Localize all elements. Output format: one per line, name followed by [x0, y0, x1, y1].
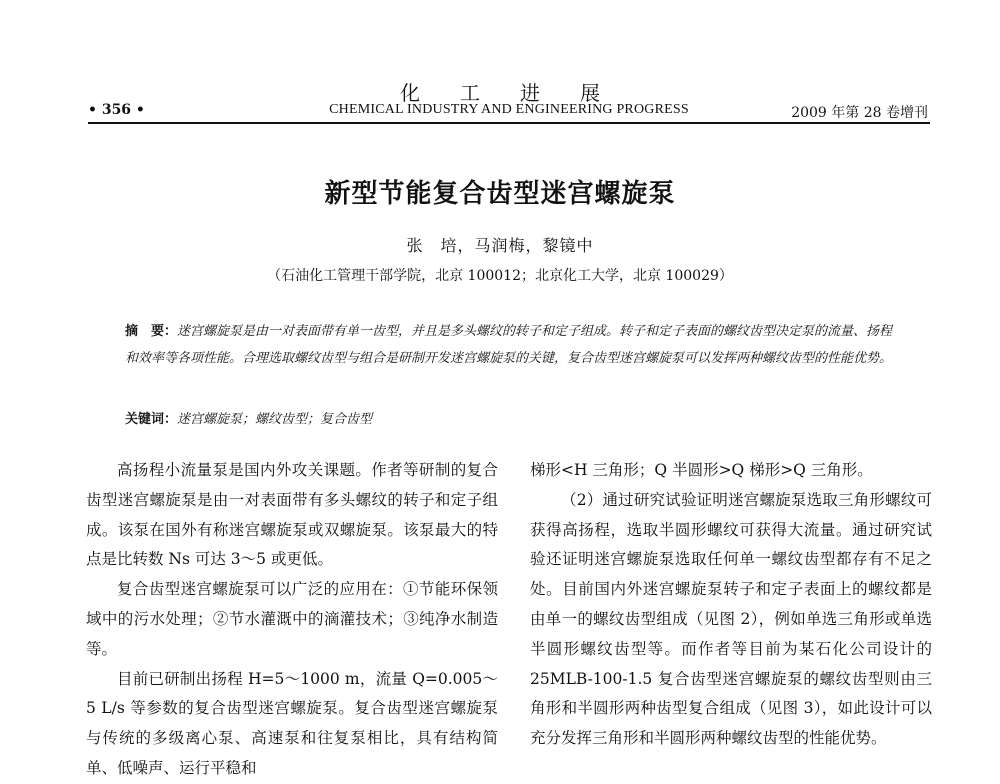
body-right-column: [530, 456, 932, 754]
keywords-text: 迷宫螺旋泵；螺纹齿型；复合齿型: [177, 412, 373, 427]
running-header: [88, 100, 930, 124]
paragraph: 目前已研制出扬程 H=5～1000 m，流量 Q=0.005～5 L/s 等参数的复合齿型迷宫螺旋泵。复合齿型迷宫螺旋泵与传统的多级离心泵、高速泵和往复泵相比，具有结构简单、低噪声、运行平稳和: [86, 669, 498, 777]
paragraph: 复合齿型迷宫螺旋泵可以广泛的应用在：①节能环保领域中的污水处理；②节水灌溉中的滴灌技术；③纯净水制造等。: [86, 580, 498, 658]
authors: 张 培，马润梅，黎镜中: [406, 236, 594, 255]
paragraph: 高扬程小流量泵是国内外攻关课题。作者等研制的复合齿型迷宫螺旋泵是由一对表面带有多头螺纹的转子和定子组成。该泵在国外有称迷宫螺旋泵或双螺旋泵。该泵最大的特点是比转数 Ns 可达 3～5 或更低。: [86, 461, 498, 569]
keywords-label: 关键词：: [125, 412, 178, 427]
article-title: 新型节能复合齿型迷宫螺旋泵: [324, 179, 676, 209]
paragraph: （2）通过研究试验证明迷宫螺旋泵选取三角形螺纹可获得高扬程，选取半圆形螺纹可获得大流量。通过研究试验还证明迷宫螺旋泵选取任何单一螺纹齿型都存有不足之处。目前国内外迷宫螺旋泵转子和定子表面上的螺纹都是由单一的螺纹齿型组成（见图 2），例如单选三角形或单选半圆形螺纹齿型等。而作者等目前为某石化公司设计的 25MLB-100-1.5 复合齿型迷宫螺旋泵的螺纹齿型则由三角形和半圆形两种齿型复合组成（见图 3），如此设计可以充分发挥三角形和半圆形两种螺纹齿型的性能优势。: [530, 490, 932, 748]
paragraph: 梯形<H 三角形；Q 半圆形>Q 梯形>Q 三角形。: [530, 461, 873, 479]
affiliation: （石油化工管理干部学院，北京 100012；北京化工大学，北京 100029）: [267, 268, 733, 284]
body-left-column: [86, 456, 498, 784]
journal-name-cn: 化工进展: [400, 81, 640, 105]
keywords: [125, 408, 905, 427]
issue-info: 2009 年第 28 卷增刊: [791, 105, 928, 121]
page-number: • 356 •: [88, 102, 145, 118]
abstract: [125, 318, 905, 372]
abstract-text: 迷宫螺旋泵是由一对表面带有单一齿型，并且是多头螺纹的转子和定子组成。转子和定子表面的螺纹齿型决定泵的流量、扬程和效率等各项性能。合理选取螺纹齿型与组合是研制开发迷宫螺旋泵的关键，复合齿型迷宫螺旋泵可以发挥两种螺纹齿型的性能优势。: [125, 324, 893, 366]
abstract-label: 摘 要：: [125, 324, 178, 339]
journal-name-en: CHEMICAL INDUSTRY AND ENGINEERING PROGRESS: [329, 102, 689, 117]
